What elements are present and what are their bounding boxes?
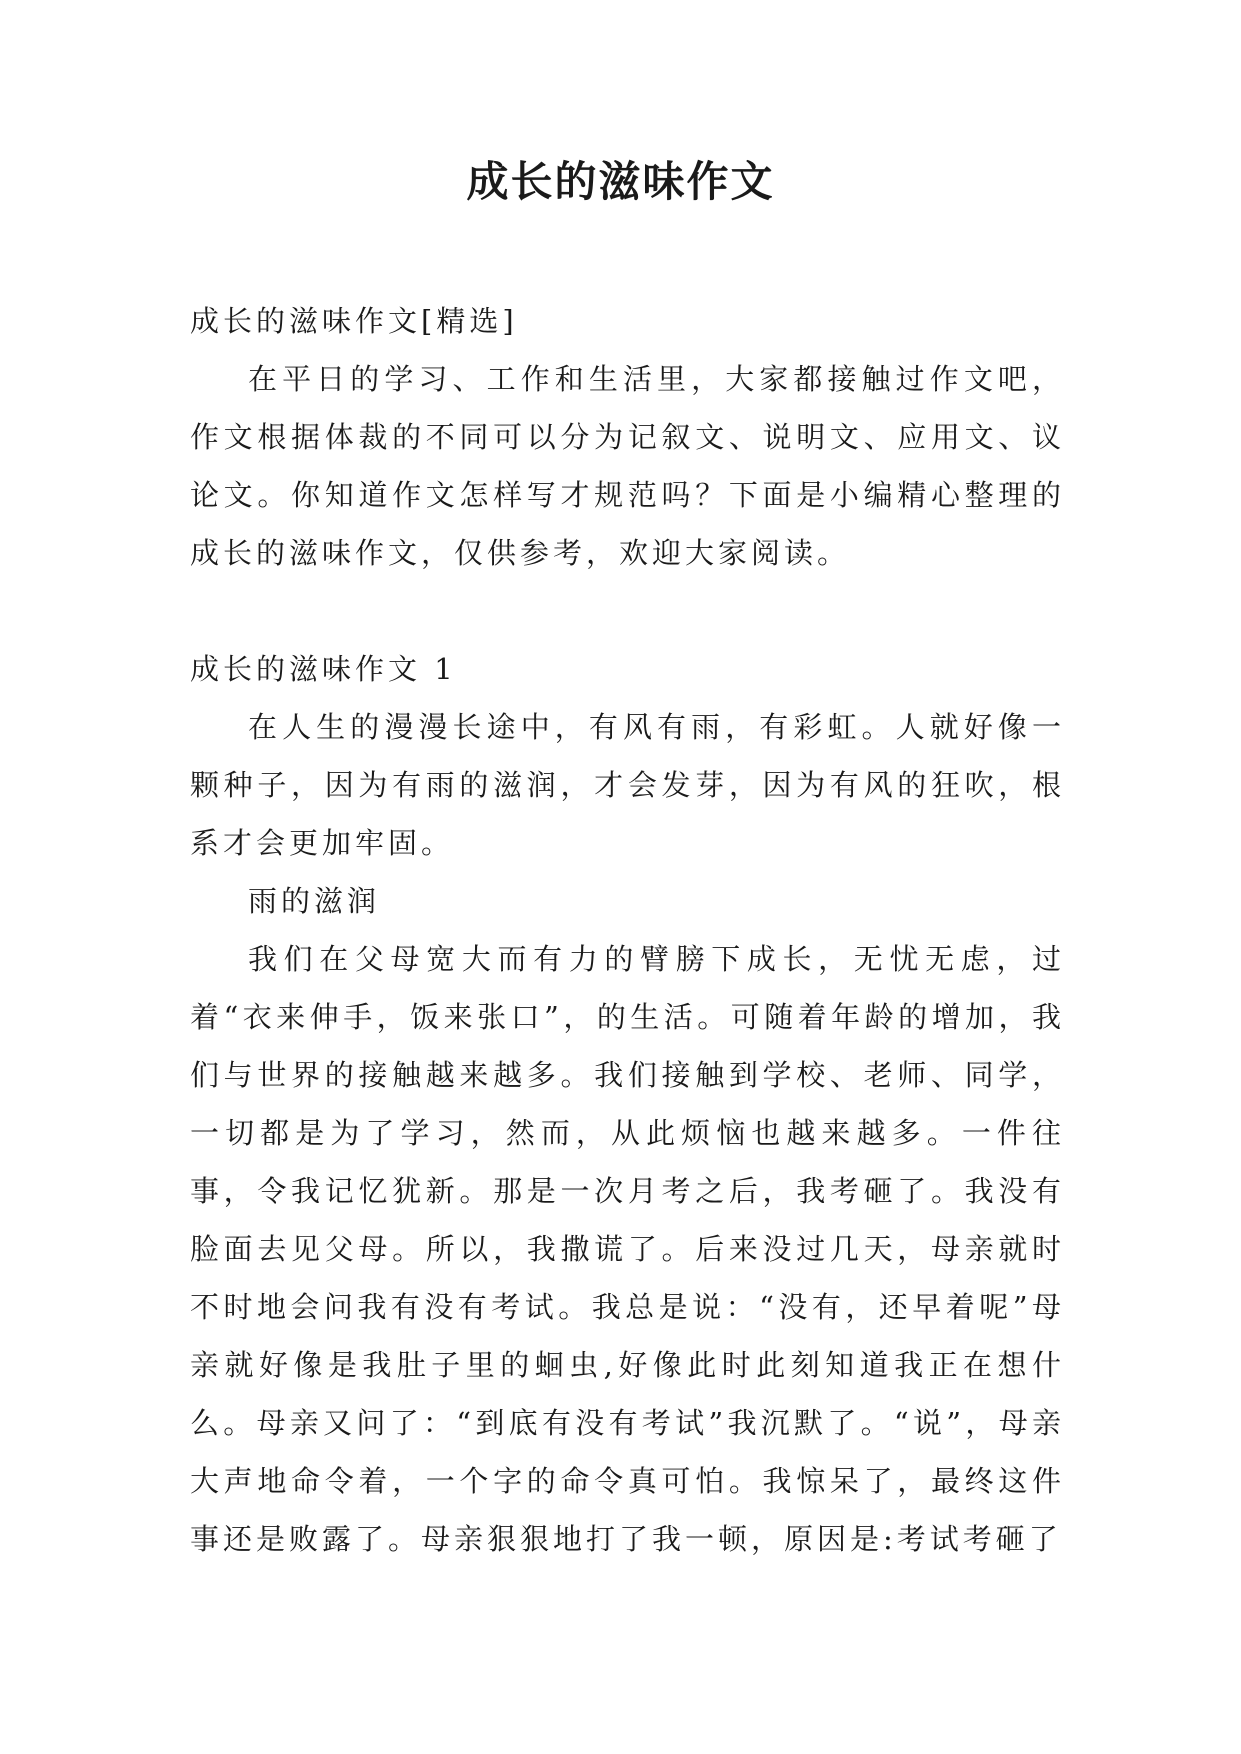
section-paragraph-2: 我们在父母宽大而有力的臂膀下成长，无忧无虑，过着“衣来伸手，饭来张口”，的生活。可随着年龄的增加，我们与世界的接触越来越多。我们接触到学校、老师、同学，一切都是为了学习，然而，从此烦恼也越来越多。一件往事，令我记忆犹新。那是一次月考之后，我考砸了。我没有脸面去见父母。所以，我撒谎了。后来没过几天，母亲就时不时地会问我有没有考试。我总是说：“没有，还早着呢”母亲就好像是我肚子里的蛔虫,好像此时此刻知道我正在想什么。母亲又问了：“到底有没有考试”我沉默了。“说”，母亲大声地命令着，一个字的命令真可怕。我惊呆了，最终这件事还是败露了。母亲狠狠地打了我一顿，原因是:考试考砸了 [190,942,1065,1556]
section-heading: 成长的滋味作文 1 [190,652,457,686]
section-paragraph-1: 在人生的漫漫长途中，有风有雨，有彩虹。人就好像一颗种子，因为有雨的滋润，才会发芽，因为有风的狂吹，根系才会更加牢固。 [190,710,1065,860]
document-subtitle: 成长的滋味作文[精选] [190,304,518,338]
sub-heading: 雨的滋润 [248,884,381,918]
document-body [190,292,1065,1568]
intro-paragraph: 在平日的学习、工作和生活里，大家都接触过作文吧，作文根据体裁的不同可以分为记叙文、说明文、应用文、议论文。你知道作文怎样写才规范吗？下面是小编精心整理的成长的滋味作文，仅供参考，欢迎大家阅读。 [190,362,1065,570]
spacer [190,582,1065,640]
document-title: 成长的滋味作文 [466,157,775,206]
